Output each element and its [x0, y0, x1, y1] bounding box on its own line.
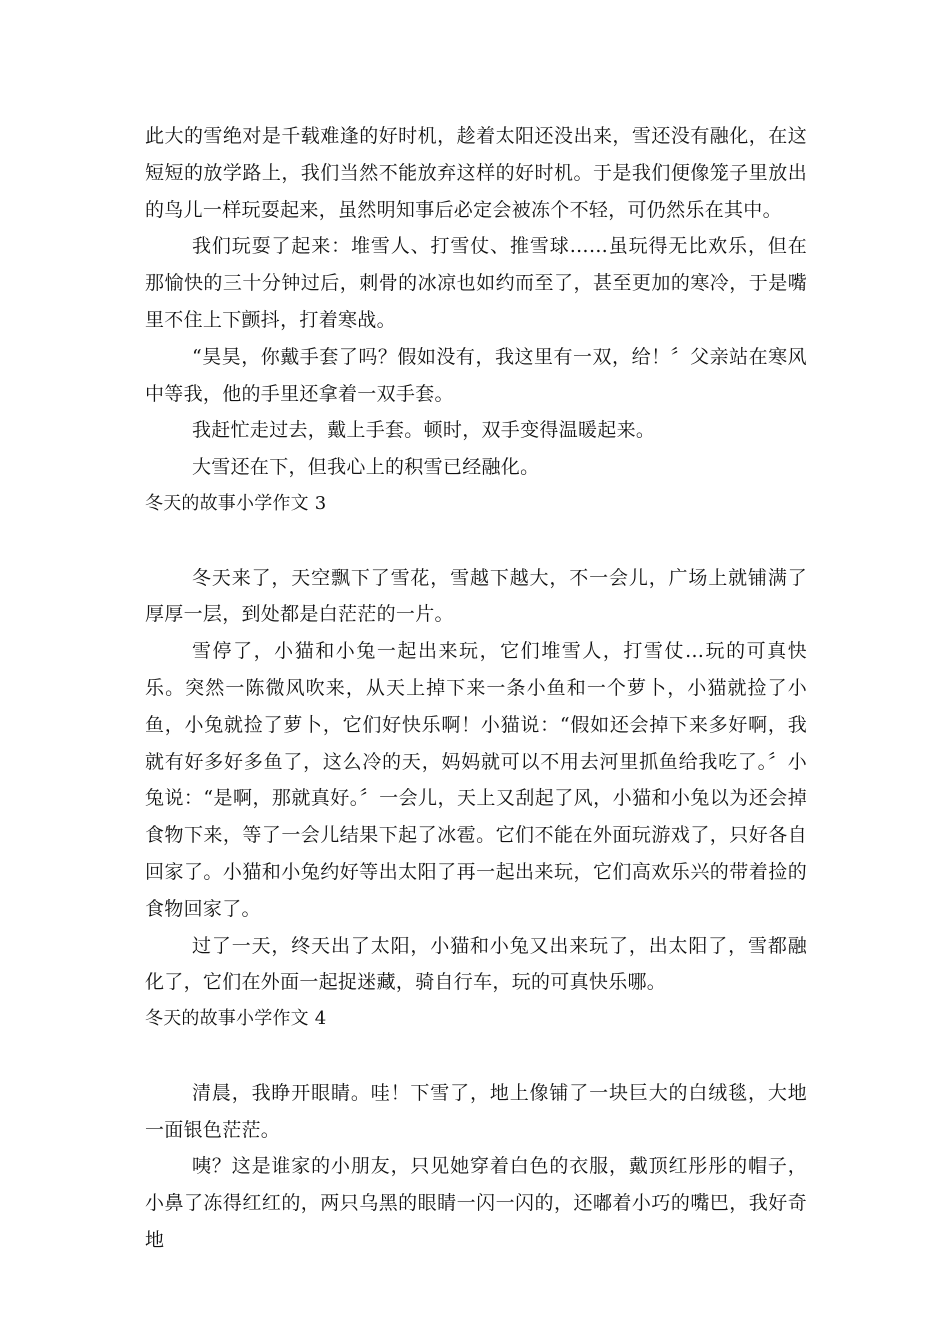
paragraph-7: 雪停了，小猫和小兔一起出来玩，它们堆雪人，打雪仗…玩的可真快乐。突然一陈微风吹来，从天上掉下来一条小鱼和一个萝卜，小猫就捡了小鱼，小兔就捡了萝卜，它们好快乐啊！小猫说：“假如还会掉下来多好啊，我就有好多好多鱼了，这么冷的天，妈妈就可以不用去河里抓鱼给我吃了。〞小兔说：“是啊，那就真好。〞一会儿，天上又刮起了风，小猫和小兔以为还会掉食物下来，等了一会儿结果下起了冰雹。它们不能在外面玩游戏了，只好各自回家了。小猫和小兔约好等出太阳了再一起出来玩，它们高欢乐兴的带着捡的食物回家了。: [145, 640, 807, 920]
paragraph-9: 清晨，我睁开眼睛。哇！下雪了，地上像铺了一块巨大的白绒毯，大地一面银色茫茫。: [145, 1081, 807, 1141]
paragraph-8: 过了一天，终天出了太阳，小猫和小兔又出来玩了，出太阳了，雪都融化了，它们在外面一起捉迷藏，骑自行车，玩的可真快乐哪。: [145, 934, 807, 994]
paragraph-6: 冬天来了，天空飘下了雪花，雪越下越大，不一会儿，广场上就铺满了厚厚一层，到处都是白茫茫的一片。: [145, 566, 807, 626]
paragraph-4: 我赶忙走过去，戴上手套。顿时，双手变得温暖起来。: [192, 419, 656, 442]
paragraph-10: 咦？这是谁家的小朋友，只见她穿着白色的衣服，戴顶红彤彤的帽子，小鼻了冻得红红的，两只乌黑的眼睛一闪一闪的，还嘟着小巧的嘴巴，我好奇地: [145, 1155, 807, 1251]
section-heading-4: 冬天的故事小学作文 4: [145, 1008, 327, 1030]
blank-line: [145, 523, 807, 560]
paragraph-5: 大雪还在下，但我心上的积雪已经融化。: [192, 456, 540, 479]
document-body: [145, 118, 807, 1259]
paragraph-2: 我们玩耍了起来：堆雪人、打雪仗、推雪球……虽玩得无比欢乐，但在那愉快的三十分钟过后，刺骨的冰凉也如约而至了，甚至更加的寒冷，于是嘴里不住上下颤抖，打着寒战。: [145, 235, 807, 331]
section-heading-3: 冬天的故事小学作文 3: [145, 492, 327, 514]
blank-line: [145, 1038, 807, 1075]
paragraph-1: 此大的雪绝对是千载难逢的好时机，趁着太阳还没出来，雪还没有融化，在这短短的放学路上，我们当然不能放弃这样的好时机。于是我们便像笼子里放出的鸟儿一样玩耍起来，虽然明知事后必定会被冻个不轻，可仍然乐在其中。: [145, 125, 807, 221]
paragraph-3: “昊昊，你戴手套了吗？假如没有，我这里有一双，给！〞父亲站在寒风中等我，他的手里还拿着一双手套。: [145, 345, 807, 405]
